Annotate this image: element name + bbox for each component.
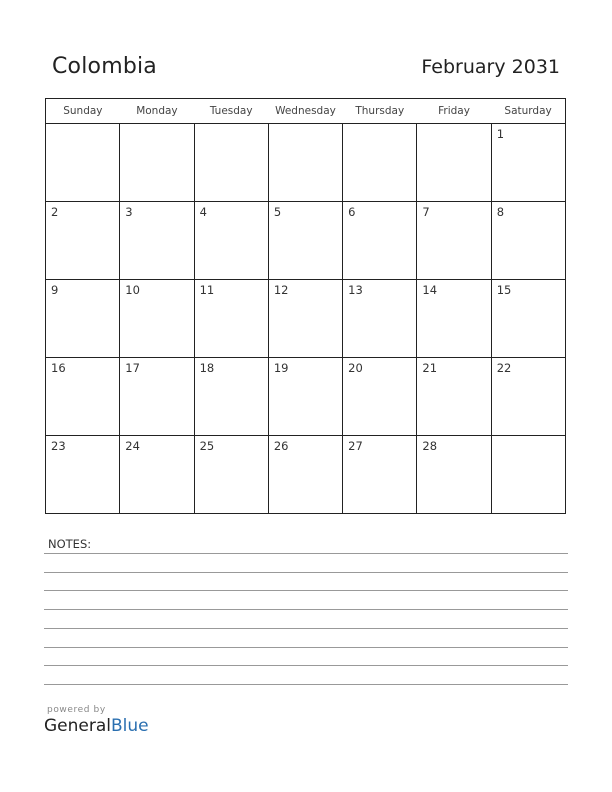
day-number: 24	[125, 439, 140, 453]
day-number: 26	[273, 439, 289, 453]
note-line	[44, 553, 568, 554]
day-cell	[120, 358, 194, 436]
week-row	[46, 280, 566, 358]
day-cell	[46, 202, 120, 280]
day-number: 23	[51, 439, 66, 453]
note-line	[44, 665, 568, 666]
weekday-monday: Monday	[120, 99, 194, 124]
day-cell	[268, 358, 342, 436]
week-row	[46, 358, 566, 436]
day-cell	[194, 202, 268, 280]
day-cell	[268, 436, 342, 514]
day-number: 11	[199, 283, 215, 297]
generalblue-logo	[44, 716, 149, 736]
day-cell	[343, 280, 417, 358]
day-number: 16	[51, 361, 66, 375]
weekday-thursday: Thursday	[343, 99, 417, 124]
day-cell	[194, 280, 268, 358]
note-line	[44, 609, 568, 610]
day-number: 6	[348, 205, 356, 219]
day-cell	[46, 124, 120, 202]
day-cell	[491, 280, 565, 358]
day-cell	[120, 124, 194, 202]
day-number: 4	[199, 205, 207, 219]
note-line	[44, 590, 568, 591]
day-number: 12	[273, 283, 289, 297]
day-number: 3	[125, 205, 133, 219]
day-cell	[417, 124, 491, 202]
week-row	[46, 124, 566, 202]
powered-by-text: powered by	[47, 705, 106, 715]
calendar-grid	[45, 98, 566, 514]
day-number: 17	[125, 361, 140, 375]
weekday-friday: Friday	[417, 99, 491, 124]
day-cell	[46, 280, 120, 358]
weekday-tuesday: Tuesday	[194, 99, 268, 124]
day-number: 14	[422, 283, 438, 297]
day-cell	[120, 202, 194, 280]
day-cell	[120, 436, 194, 514]
day-cell	[417, 280, 491, 358]
day-number: 15	[496, 283, 512, 297]
note-line	[44, 647, 568, 648]
brand-general: General	[44, 716, 111, 736]
day-cell	[194, 358, 268, 436]
day-cell	[343, 202, 417, 280]
day-number	[492, 436, 565, 439]
notes-label: NOTES:	[48, 537, 92, 551]
week-row	[46, 436, 566, 514]
brand-blue: Blue	[111, 716, 149, 736]
day-number: 20	[348, 361, 363, 375]
day-cell	[268, 280, 342, 358]
day-number: 28	[422, 439, 438, 453]
weekday-header-row	[46, 99, 566, 124]
day-number	[343, 124, 416, 127]
day-number	[269, 124, 342, 127]
day-cell	[46, 436, 120, 514]
note-line	[44, 572, 568, 573]
day-number: 9	[51, 283, 59, 297]
note-line	[44, 628, 568, 629]
day-cell	[268, 202, 342, 280]
day-number: 13	[348, 283, 363, 297]
day-number: 21	[422, 361, 438, 375]
day-cell	[491, 124, 565, 202]
day-number	[120, 124, 193, 127]
day-cell	[343, 124, 417, 202]
day-number: 8	[496, 205, 505, 219]
day-number: 5	[273, 205, 282, 219]
day-number: 25	[199, 439, 215, 453]
day-cell	[194, 436, 268, 514]
day-number: 2	[51, 205, 59, 219]
day-cell	[491, 436, 565, 514]
day-cell	[491, 202, 565, 280]
day-cell	[343, 436, 417, 514]
day-number	[195, 124, 268, 127]
day-number: 10	[125, 283, 140, 297]
day-number: 18	[199, 361, 215, 375]
day-number: 19	[273, 361, 289, 375]
day-cell	[268, 124, 342, 202]
weekday-sunday: Sunday	[46, 99, 120, 124]
day-number: 7	[422, 205, 430, 219]
month-year-title: February 2031	[421, 56, 560, 78]
country-title: Colombia	[52, 54, 157, 79]
day-cell	[491, 358, 565, 436]
note-line	[44, 684, 568, 685]
day-cell	[343, 358, 417, 436]
day-cell	[417, 436, 491, 514]
day-cell	[46, 358, 120, 436]
day-cell	[194, 124, 268, 202]
day-cell	[417, 202, 491, 280]
weekday-saturday: Saturday	[491, 99, 565, 124]
day-number	[417, 124, 490, 127]
day-number	[46, 124, 119, 127]
day-cell	[417, 358, 491, 436]
day-number: 1	[496, 127, 505, 141]
day-cell	[120, 280, 194, 358]
week-row	[46, 202, 566, 280]
weekday-wednesday: Wednesday	[268, 99, 342, 124]
day-number: 22	[496, 361, 512, 375]
day-number: 27	[348, 439, 363, 453]
